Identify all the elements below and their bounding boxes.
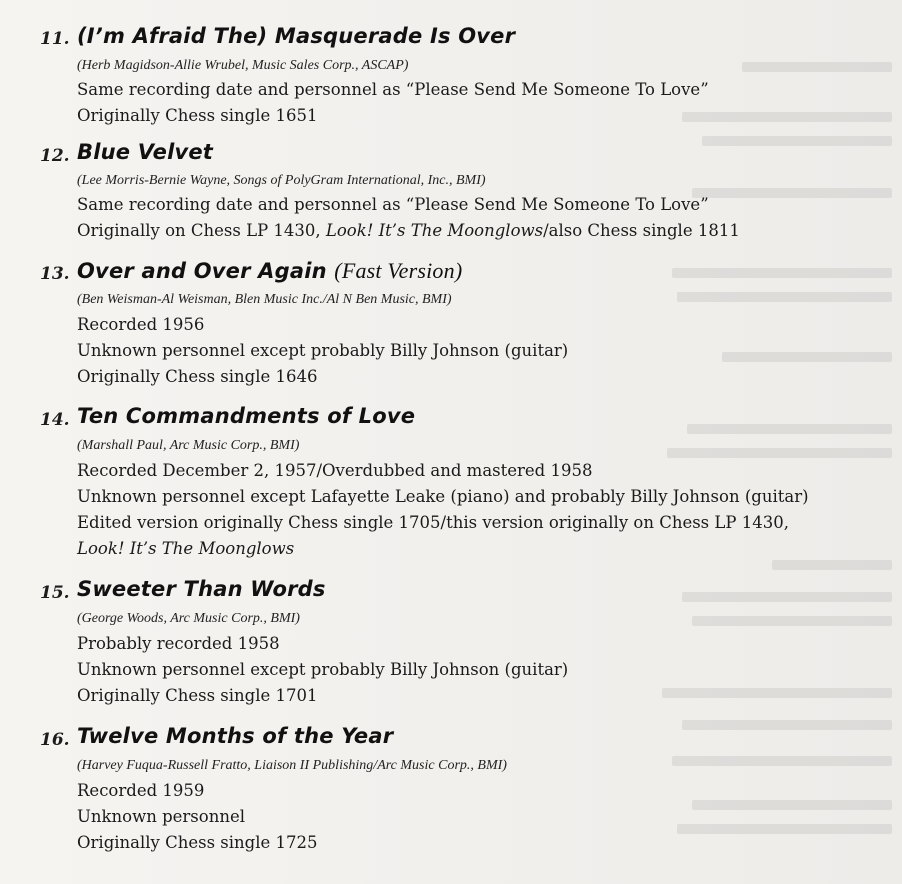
track-detail-line: Edited version originally Chess single 1705/this version originally on Chess LP 1430, — [77, 513, 789, 532]
track-number: 16. — [40, 730, 70, 750]
track-detail-line: Originally Chess single 1725 — [77, 833, 318, 852]
track-detail-line: Unknown personnel except probably Billy Johnson (guitar) — [77, 341, 569, 360]
track-number: 11. — [40, 29, 70, 49]
track-number: 14. — [40, 410, 70, 430]
track-detail-line — [77, 221, 740, 240]
album-title: Look! It’s The Moonglows — [325, 221, 544, 240]
track-title — [77, 258, 462, 284]
track-detail-line: Same recording date and personnel as “Please Send Me Someone To Love” — [77, 80, 709, 99]
track-credit: (Harvey Fuqua-Russell Fratto, Liaison II Publishing/Arc Music Corp., BMI) — [77, 758, 507, 773]
track-credit: (George Woods, Arc Music Corp., BMI) — [77, 611, 300, 626]
track-credit: (Ben Weisman-Al Weisman, Blen Music Inc./Al N Ben Music, BMI) — [77, 292, 452, 307]
track-credit: (Marshall Paul, Arc Music Corp., BMI) — [77, 438, 300, 453]
track-number: 13. — [40, 264, 70, 284]
detail-text: /also Chess single 1811 — [543, 221, 740, 240]
detail-text: Originally on Chess LP 1430, — [77, 221, 326, 240]
track-title: Blue Velvet — [77, 140, 214, 164]
track-credit: (Herb Magidson-Allie Wrubel, Music Sales Corp., ASCAP) — [77, 58, 409, 73]
track-detail-line: Recorded 1956 — [77, 315, 205, 334]
track-detail-line: Same recording date and personnel as “Please Send Me Someone To Love” — [77, 195, 709, 214]
track-detail-line: Unknown personnel — [77, 807, 245, 826]
track-detail-line: Originally Chess single 1701 — [77, 686, 318, 705]
track-detail-line: Originally Chess single 1651 — [77, 106, 318, 125]
track-number: 12. — [40, 146, 70, 166]
track-title: Sweeter Than Words — [77, 577, 326, 601]
bleed-through-text — [662, 40, 902, 840]
track-number: 15. — [40, 583, 70, 603]
track-detail-line: Unknown personnel except probably Billy Johnson (guitar) — [77, 660, 569, 679]
track-title: (I’m Afraid The) Masquerade Is Over — [77, 24, 516, 48]
title-text: Over and Over Again — [77, 259, 327, 283]
track-credit: (Lee Morris-Bernie Wayne, Songs of PolyGram International, Inc., BMI) — [77, 173, 486, 188]
track-detail-line: Recorded December 2, 1957/Overdubbed and mastered 1958 — [77, 461, 593, 480]
title-suffix: (Fast Version) — [334, 258, 463, 283]
track-detail-line — [77, 539, 294, 558]
track-detail-line: Recorded 1959 — [77, 781, 205, 800]
track-title: Ten Commandments of Love — [77, 404, 416, 428]
track-detail-line: Originally Chess single 1646 — [77, 367, 318, 386]
track-detail-line: Probably recorded 1958 — [77, 634, 280, 653]
track-detail-line: Unknown personnel except Lafayette Leake (piano) and probably Billy Johnson (guitar) — [77, 487, 809, 506]
album-title: Look! It’s The Moonglows — [77, 539, 295, 558]
track-title: Twelve Months of the Year — [77, 724, 394, 748]
